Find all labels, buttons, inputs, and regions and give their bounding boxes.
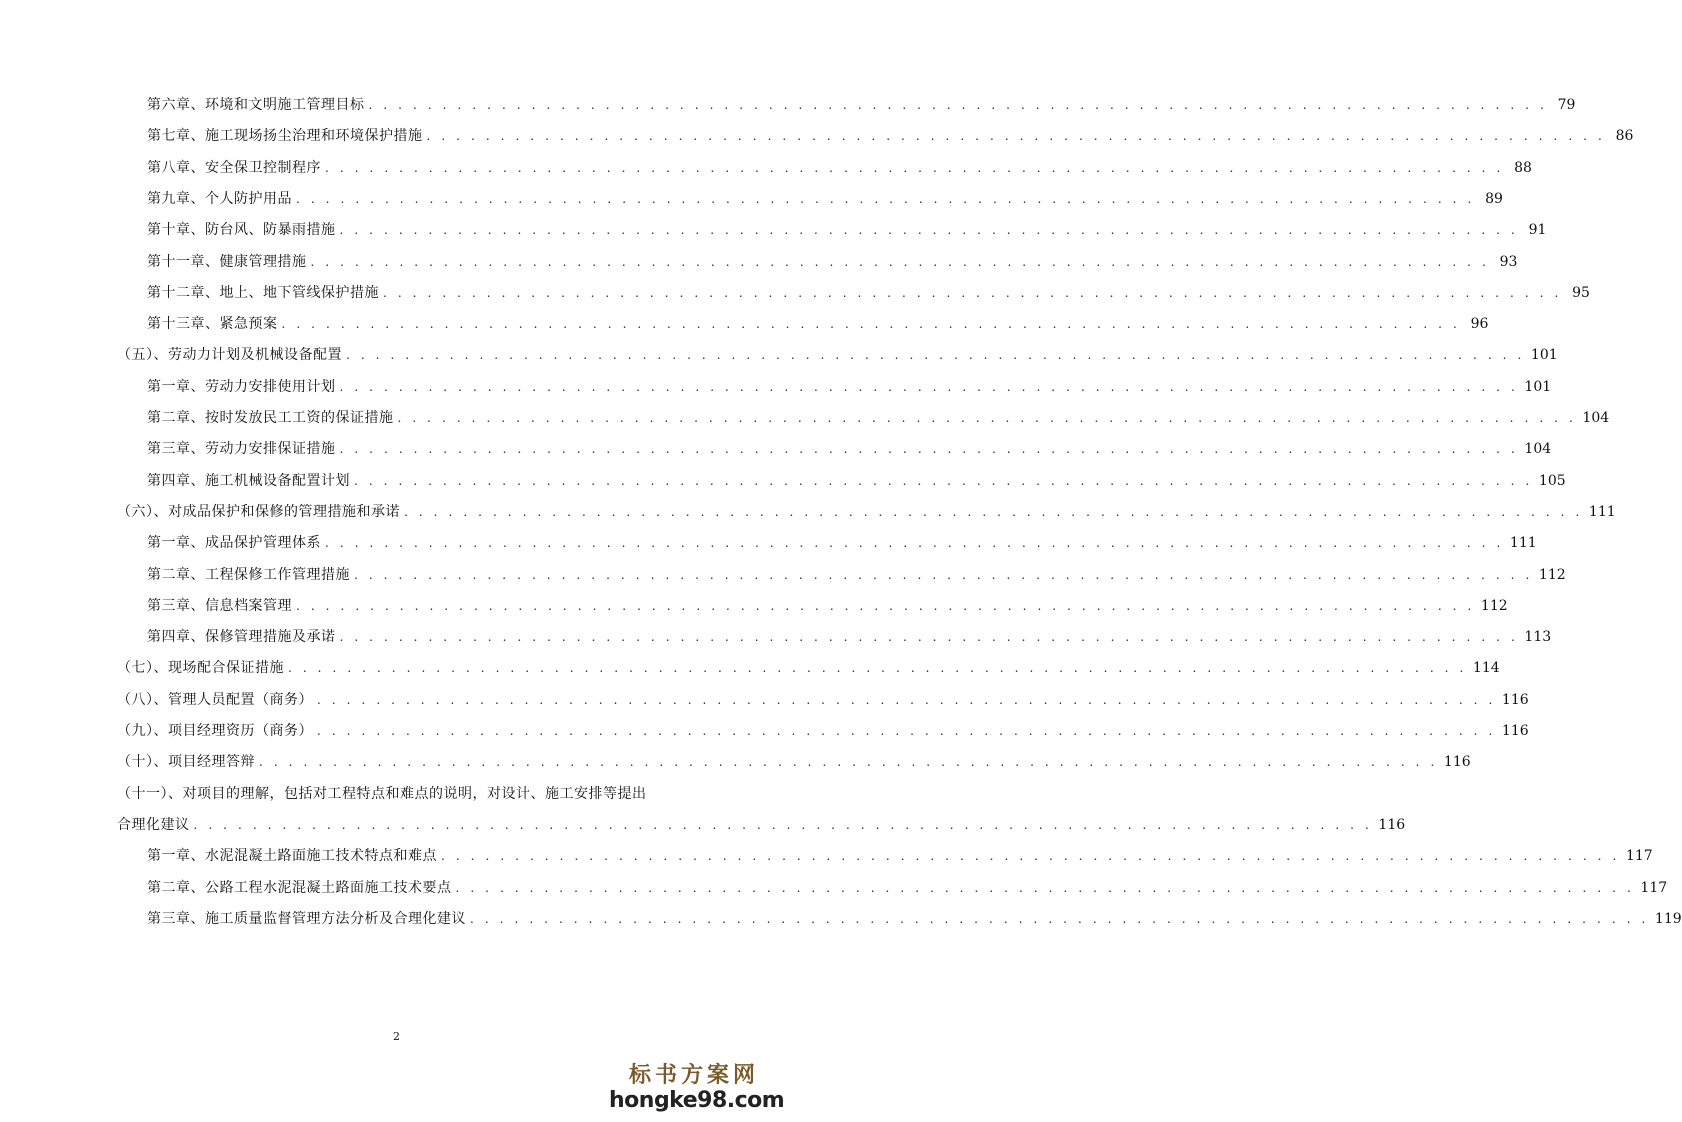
- toc-entry-page: 89: [1485, 190, 1503, 207]
- watermark-chinese-text: 标书方案网: [628, 1062, 759, 1088]
- toc-dot-leader: . . . . . . . . . . . . . . . . . . . . . . . . . . . . . . . . . . . . . . . . . . . . . . . . . . . . . . . . . . . . . . . . . . . . . . . . . . . . . . . .: [441, 849, 1620, 864]
- toc-entry-page: 112: [1538, 566, 1566, 583]
- toc-entry-title: 第三章、施工质量监督管理方法分析及合理化建议: [147, 910, 466, 927]
- toc-dot-leader: . . . . . . . . . . . . . . . . . . . . . . . . . . . . . . . . . . . . . . . . . . . . . . . . . . . . . . . . . . . . . . . . . . . . . . . . . . . . . . . .: [317, 692, 1496, 707]
- toc-entry[interactable]: [147, 563, 1566, 585]
- toc-entry[interactable]: [117, 656, 1500, 678]
- toc-dot-leader: . . . . . . . . . . . . . . . . . . . . . . . . . . . . . . . . . . . . . . . . . . . . . . . . . . . . . . . . . . . . . . . . . . . . . . . . . . . . . . . .: [470, 911, 1649, 926]
- toc-entry-title: 第二章、工程保修工作管理措施: [147, 566, 350, 583]
- toc-entry-page: 111: [1588, 503, 1616, 520]
- toc-dot-leader: . . . . . . . . . . . . . . . . . . . . . . . . . . . . . . . . . . . . . . . . . . . . . . . . . . . . . . . . . . . . . . . . . . . . . . . . . . . . . . . .: [288, 661, 1467, 676]
- toc-entry[interactable]: [147, 594, 1508, 616]
- toc-dot-leader: . . . . . . . . . . . . . . . . . . . . . . . . . . . . . . . . . . . . . . . . . . . . . . . . . . . . . . . . . . . . . . . . . . . . . . . . . . . . . . . .: [325, 536, 1504, 551]
- toc-entry-title: 第二章、按时发放民工工资的保证措施: [147, 410, 394, 426]
- toc-entry-page: 116: [1501, 723, 1529, 739]
- toc-entry-page: 96: [1470, 316, 1489, 333]
- toc-entry-page: 113: [1524, 629, 1552, 646]
- toc-entry-page: 105: [1538, 472, 1566, 489]
- toc-entry-title: 第三章、信息档案管理: [147, 597, 292, 614]
- toc-entry-title: （五）、劳动力计划及机械设备配置: [117, 347, 342, 364]
- watermark-logo: [609, 1062, 785, 1114]
- toc-dot-leader: . . . . . . . . . . . . . . . . . . . . . . . . . . . . . . . . . . . . . . . . . . . . . . . . . . . . . . . . . . . . . . . . . . . . . . . . . . . . . . . .: [296, 191, 1475, 206]
- toc-entry-page: 117: [1625, 848, 1653, 865]
- toc-entry-page: 86: [1615, 128, 1634, 145]
- toc-entry-title: （十）、项目经理答辩: [117, 754, 255, 771]
- toc-dot-leader: . . . . . . . . . . . . . . . . . . . . . . . . . . . . . . . . . . . . . . . . . . . . . . . . . . . . . . . . . . . . . . . . . . . . . . . . . . . . . . . .: [193, 817, 1373, 832]
- toc-dot-leader: . . . . . . . . . . . . . . . . . . . . . . . . . . . . . . . . . . . . . . . . . . . . . . . . . . . . . . . . . . . . . . . . . . . . . . . . . . . . . . . .: [259, 755, 1438, 770]
- toc-entry-page: 101: [1530, 347, 1558, 364]
- toc-entry[interactable]: [147, 907, 1682, 929]
- toc-entry[interactable]: [147, 375, 1552, 397]
- toc-entry[interactable]: [147, 218, 1547, 240]
- toc-entry-title: （七）、现场配合保证措施: [117, 660, 284, 677]
- toc-dot-leader: . . . . . . . . . . . . . . . . . . . . . . . . . . . . . . . . . . . . . . . . . . . . . . . . . . . . . . . . . . . . . . . . . . . . . . . . . . . . . . . .: [339, 442, 1519, 457]
- toc-entry-title: 第四章、保修管理措施及承诺: [147, 629, 336, 646]
- toc-entry-title: 第三章、劳动力安排保证措施: [147, 441, 336, 458]
- toc-entry-title: 第一章、水泥混凝土路面施工技术特点和难点: [147, 848, 437, 865]
- toc-entry[interactable]: [117, 500, 1616, 522]
- toc-entry-title: 第十二章、地上、地下管线保护措施: [147, 284, 379, 301]
- toc-entry-page: 104: [1582, 410, 1610, 426]
- watermark-url-text: hongke98.com: [609, 1088, 785, 1113]
- toc-entry[interactable]: [117, 343, 1558, 365]
- toc-entry[interactable]: [147, 469, 1566, 491]
- toc-entry-page: 79: [1557, 97, 1576, 113]
- toc-entry-page: 114: [1472, 660, 1500, 677]
- toc-entry-wrapped-line2[interactable]: [117, 813, 1406, 835]
- toc-dot-leader: . . . . . . . . . . . . . . . . . . . . . . . . . . . . . . . . . . . . . . . . . . . . . . . . . . . . . . . . . . . . . . . . . . . . . . . . . . . . . . . .: [383, 285, 1562, 300]
- toc-entry-page: 117: [1640, 879, 1668, 896]
- toc-entry[interactable]: [117, 688, 1529, 710]
- toc-entry[interactable]: [147, 124, 1634, 146]
- toc-entry-title: （九）、项目经理资历（商务）: [117, 723, 313, 739]
- toc-entry[interactable]: [147, 93, 1576, 115]
- toc-entry-page: 112: [1480, 597, 1508, 614]
- toc-entry-title: （六）、对成品保护和保修的管理措施和承诺: [117, 503, 400, 520]
- toc-entry-page: 93: [1499, 253, 1518, 270]
- toc-entry-title: 第十三章、紧急预案: [147, 316, 278, 333]
- toc-entry[interactable]: [147, 281, 1590, 303]
- toc-entry-page: 119: [1654, 910, 1682, 927]
- toc-dot-leader: . . . . . . . . . . . . . . . . . . . . . . . . . . . . . . . . . . . . . . . . . . . . . . . . . . . . . . . . . . . . . . . . . . . . . . . . . . . . . . . .: [354, 567, 1533, 582]
- toc-entry-page: 101: [1524, 378, 1552, 395]
- toc-entry-wrapped-line1[interactable]: （十一）、对项目的理解，包括对工程特点和难点的说明，对设计、施工安排等提出: [117, 785, 647, 802]
- toc-entry-page: 88: [1514, 159, 1532, 176]
- toc-entry[interactable]: [117, 719, 1529, 741]
- toc-entry-page: 111: [1509, 535, 1537, 552]
- toc-dot-leader: . . . . . . . . . . . . . . . . . . . . . . . . . . . . . . . . . . . . . . . . . . . . . . . . . . . . . . . . . . . . . . . . . . . . . . . . . . . . . . . .: [339, 379, 1519, 394]
- toc-entry-title: 合理化建议: [117, 816, 190, 833]
- toc-entry[interactable]: [147, 156, 1532, 178]
- page-number: 2: [393, 1030, 400, 1043]
- toc-entry[interactable]: [117, 750, 1471, 772]
- toc-entry-title: 第一章、劳动力安排使用计划: [147, 378, 336, 395]
- toc-entry[interactable]: [147, 876, 1668, 898]
- toc-entry-title: 第一章、成品保护管理体系: [147, 535, 321, 552]
- toc-entry[interactable]: [147, 625, 1552, 647]
- toc-dot-leader: . . . . . . . . . . . . . . . . . . . . . . . . . . . . . . . . . . . . . . . . . . . . . . . . . . . . . . . . . . . . . . . . . . . . . . . . . . . . . . . .: [339, 630, 1519, 645]
- toc-entry-title: （八）、管理人员配置（商务）: [117, 691, 313, 708]
- toc-entry-title: 第九章、个人防护用品: [147, 190, 292, 207]
- toc-dot-leader: . . . . . . . . . . . . . . . . . . . . . . . . . . . . . . . . . . . . . . . . . . . . . . . . . . . . . . . . . . . . . . . . . . . . . . . . . . . . . . . .: [354, 473, 1533, 488]
- toc-entry[interactable]: [147, 187, 1503, 209]
- toc-dot-leader: . . . . . . . . . . . . . . . . . . . . . . . . . . . . . . . . . . . . . . . . . . . . . . . . . . . . . . . . . . . . . . . . . . . . . . . . . . . . . . . .: [346, 348, 1525, 363]
- toc-entry-page: 91: [1528, 222, 1547, 239]
- toc-entry[interactable]: [147, 531, 1537, 553]
- toc-dot-leader: . . . . . . . . . . . . . . . . . . . . . . . . . . . . . . . . . . . . . . . . . . . . . . . . . . . . . . . . . . . . . . . . . . . . . . . . . . . . . . . .: [426, 129, 1606, 144]
- toc-dot-leader: . . . . . . . . . . . . . . . . . . . . . . . . . . . . . . . . . . . . . . . . . . . . . . . . . . . . . . . . . . . . . . . . . . . . . . . . . . . . . . . .: [339, 223, 1519, 238]
- toc-dot-leader: . . . . . . . . . . . . . . . . . . . . . . . . . . . . . . . . . . . . . . . . . . . . . . . . . . . . . . . . . . . . . . . . . . . . . . . . . . . . . . . .: [310, 254, 1490, 269]
- toc-dot-leader: . . . . . . . . . . . . . . . . . . . . . . . . . . . . . . . . . . . . . . . . . . . . . . . . . . . . . . . . . . . . . . . . . . . . . . . . . . . . . . . .: [397, 411, 1577, 425]
- toc-entry-page: 104: [1524, 441, 1552, 458]
- toc-entry-title: 第八章、安全保卫控制程序: [147, 159, 321, 176]
- toc-dot-leader: . . . . . . . . . . . . . . . . . . . . . . . . . . . . . . . . . . . . . . . . . . . . . . . . . . . . . . . . . . . . . . . . . . . . . . . . . . . . . . . .: [281, 317, 1461, 332]
- toc-entry-page: 116: [1501, 691, 1529, 708]
- toc-dot-leader: . . . . . . . . . . . . . . . . . . . . . . . . . . . . . . . . . . . . . . . . . . . . . . . . . . . . . . . . . . . . . . . . . . . . . . . . . . . . . . . .: [317, 724, 1496, 738]
- toc-entry[interactable]: [147, 406, 1610, 428]
- toc-dot-leader: . . . . . . . . . . . . . . . . . . . . . . . . . . . . . . . . . . . . . . . . . . . . . . . . . . . . . . . . . . . . . . . . . . . . . . . . . . . . . . . .: [404, 504, 1583, 519]
- toc-entry[interactable]: [147, 312, 1489, 334]
- toc-entry-page: 95: [1572, 284, 1590, 301]
- toc-dot-leader: . . . . . . . . . . . . . . . . . . . . . . . . . . . . . . . . . . . . . . . . . . . . . . . . . . . . . . . . . . . . . . . . . . . . . . . . . . . . . . . .: [455, 880, 1635, 895]
- toc-entry-title: 第四章、施工机械设备配置计划: [147, 472, 350, 489]
- toc-entry-title: 第十一章、健康管理措施: [147, 253, 307, 270]
- toc-entry-title: 第七章、施工现场扬尘治理和环境保护措施: [147, 128, 423, 145]
- toc-dot-leader: . . . . . . . . . . . . . . . . . . . . . . . . . . . . . . . . . . . . . . . . . . . . . . . . . . . . . . . . . . . . . . . . . . . . . . . . . . . . . . . .: [368, 98, 1548, 112]
- toc-dot-leader: . . . . . . . . . . . . . . . . . . . . . . . . . . . . . . . . . . . . . . . . . . . . . . . . . . . . . . . . . . . . . . . . . . . . . . . . . . . . . . . .: [325, 160, 1504, 175]
- toc-entry[interactable]: [147, 437, 1552, 459]
- toc-entry-page: 116: [1443, 754, 1471, 771]
- toc-entry-title: 第六章、环境和文明施工管理目标: [147, 97, 365, 113]
- toc-dot-leader: . . . . . . . . . . . . . . . . . . . . . . . . . . . . . . . . . . . . . . . . . . . . . . . . . . . . . . . . . . . . . . . . . . . . . . . . . . . . . . . .: [296, 598, 1475, 613]
- toc-entry-title: 第十章、防台风、防暴雨措施: [147, 222, 336, 239]
- toc-entry[interactable]: [147, 250, 1518, 272]
- toc-entry-page: 116: [1378, 816, 1406, 833]
- toc-entry[interactable]: [147, 844, 1653, 866]
- toc-entry-title: 第二章、公路工程水泥混凝土路面施工技术要点: [147, 879, 452, 896]
